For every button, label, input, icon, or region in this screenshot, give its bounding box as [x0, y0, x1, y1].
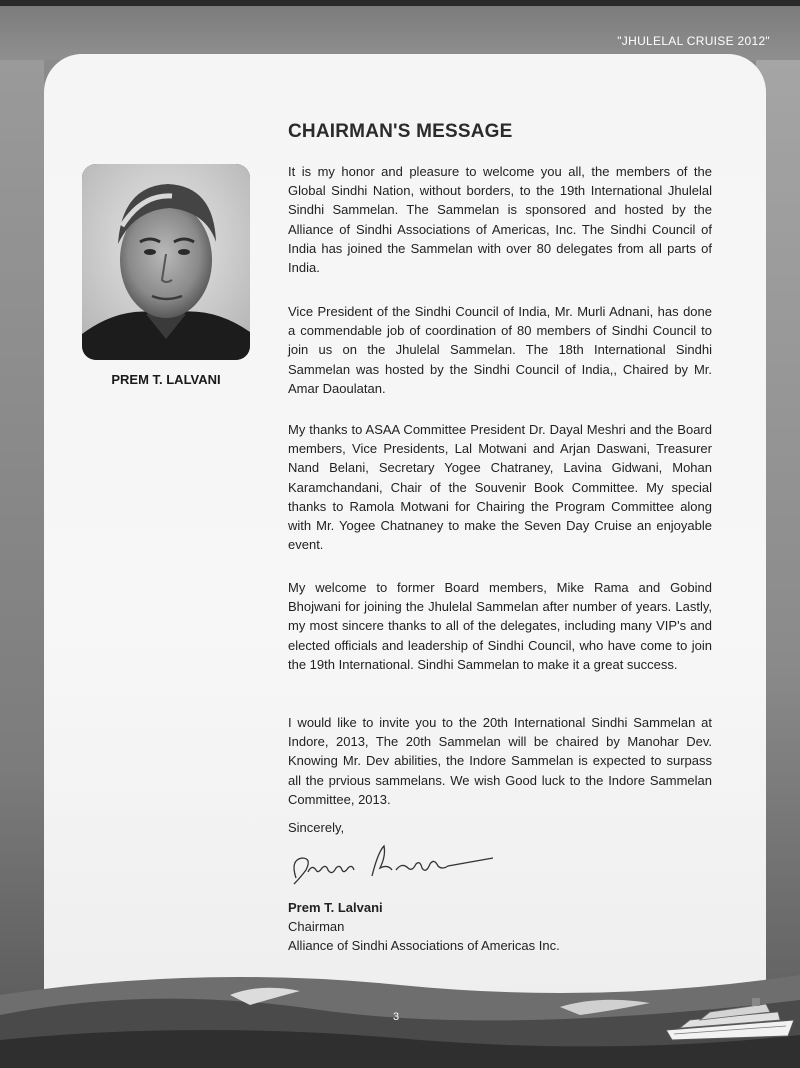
chairman-photo — [82, 164, 250, 360]
cruise-ship-icon — [660, 990, 800, 1046]
portrait-image — [82, 164, 250, 360]
signatory-name: Prem T. Lalvani — [288, 900, 383, 915]
signatory-role: Chairman — [288, 919, 345, 935]
top-banner — [0, 0, 800, 60]
page-number: 3 — [393, 1011, 400, 1023]
message-paragraph-4: My welcome to former Board members, Mike Rama and Gobind Bhojwani for joining the Jhulelal Sammelan after number of years. Lastly, my most sincere thanks to all of the delegates, including many VIP's and elected officials and leadership of Sindhi Council, who have come to join the 19th International. Sindhi Sammelan to make it a great success. — [288, 580, 712, 672]
signature-block — [288, 898, 560, 956]
signatory-organization: Alliance of Sindhi Associations of Americas Inc. — [288, 938, 560, 954]
closing-salutation: Sincerely, — [288, 820, 345, 835]
photo-caption: PREM T. LALVANI — [111, 372, 221, 387]
left-border — [0, 60, 44, 1068]
message-paragraph-5: I would like to invite you to the 20th International Sindhi Sammelan at Indore, 2013, The 20th Sammelan will be chaired by Manohar Dev. Knowing Mr. Dev abilities, the Indore Sammelan is expected to surpass all the prvious sammelans. We wish Good luck to the Indore Sammelan Committee, 2013. — [288, 715, 712, 807]
message-paragraph-2: Vice President of the Sindhi Council of India, Mr. Murli Adnani, has done a commendable job of coordination of 80 members of Sindhi Council to join us on the Jhulelal Sammelan. The 18th International Sindhi Sammelan was hosted by the Sindhi Council of India,, Chaired by Mr. Amar Daoulatan. — [288, 304, 712, 396]
message-paragraph-3: My thanks to ASAA Committee President Dr. Dayal Meshri and the Board members, Vice Presidents, Lal Motwani and Arjan Daswani, Treasurer Nand Belani, Secretary Yogee Chatraney, Lavina Gidwani, Mohan Karamchandani, Chair of the Souvenir Book Committee. My special thanks to Ramola Motwani for Chairing the Program Committee along with Mr. Yogee Chatnaney to make the Seven Day Cruise an enjoyable event. — [288, 422, 712, 553]
page-title: CHAIRMAN'S MESSAGE — [288, 121, 513, 142]
header-title: "JHULELAL CRUISE 2012" — [617, 34, 770, 48]
message-paragraph-1: It is my honor and pleasure to welcome you all, the members of the Global Sindhi Nation, without borders, to the 19th International Jhulelal Sindhi Sammelan. The Sammelan is sponsored and hosted by the Alliance of Sindhi Associations of Americas, Inc. The Sindhi Council of India has joined the Sammelan with over 80 delegates from all parts of India. — [288, 164, 712, 276]
handwritten-signature — [288, 838, 498, 896]
